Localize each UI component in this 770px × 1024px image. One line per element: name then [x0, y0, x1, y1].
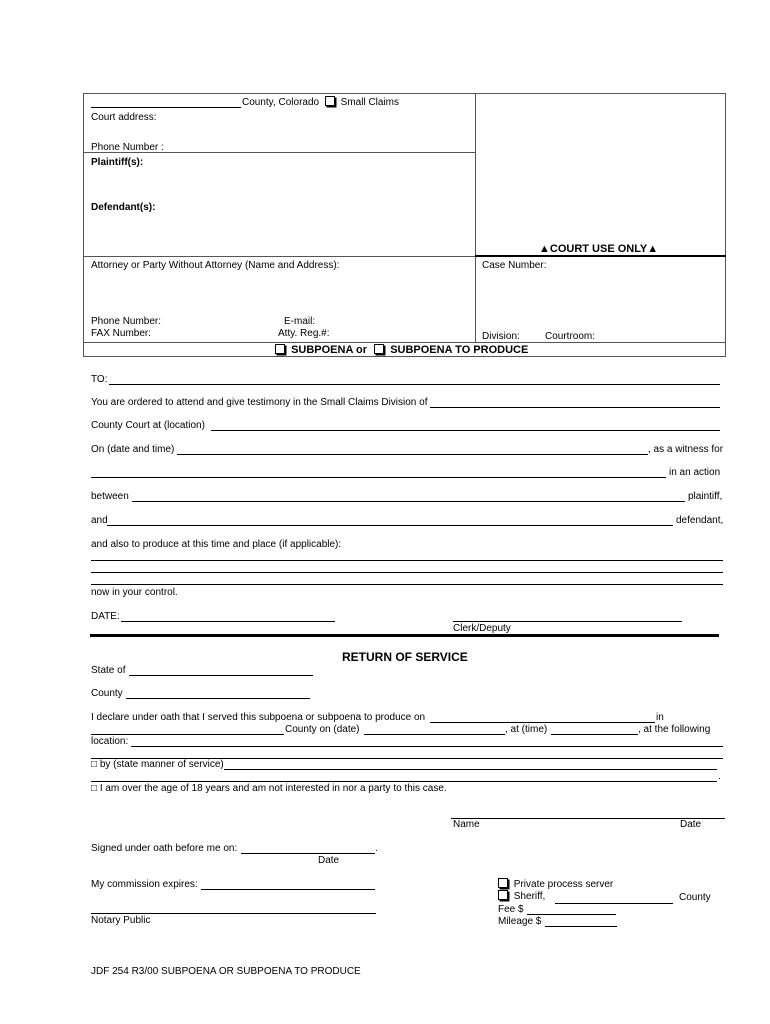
county-label: County, Colorado [242, 97, 320, 108]
now-control-text: now in your control. [91, 587, 178, 598]
private-server-label: Private process server [513, 879, 614, 890]
signed-period: . [375, 843, 378, 854]
clerk-label: Clerk/Deputy [453, 623, 511, 634]
as-witness-text: , as a witness for [648, 444, 724, 455]
sheriff-label: Sheriff, [513, 891, 546, 902]
subpoena-checkbox[interactable] [275, 344, 285, 354]
produce-field-1[interactable] [91, 560, 723, 561]
return-of-service-title: RETURN OF SERVICE [342, 650, 468, 664]
court-location-field[interactable] [211, 430, 720, 431]
atty-reg-label: Atty. Reg.#: [278, 328, 330, 339]
in-text: in [656, 712, 664, 723]
at-following-text: , at the following [638, 724, 711, 735]
small-claims-label: Small Claims [340, 97, 399, 108]
case-number-label: Case Number: [482, 260, 547, 271]
location-label: location: [91, 736, 129, 747]
state-field[interactable] [129, 675, 313, 676]
signed-under-oath-label: Signed under oath before me on: [91, 843, 238, 854]
signed-date-label: Date [318, 855, 340, 866]
county-name-field[interactable] [91, 107, 241, 108]
county-court-label: County Court at (location) [91, 420, 205, 431]
date-label: DATE: [91, 611, 120, 622]
served-time-field[interactable] [551, 734, 638, 735]
phone-number-label: Phone Number : [91, 142, 164, 153]
served-county-field[interactable] [91, 734, 284, 735]
attorney-phone-label: Phone Number: [91, 316, 162, 327]
in-action-text: in an action [669, 467, 721, 478]
notary-label: Notary Public [91, 915, 151, 926]
signed-date-field[interactable] [241, 853, 375, 854]
mileage-field[interactable] [545, 926, 617, 927]
served-on-field[interactable] [430, 722, 655, 723]
mileage-label: Mileage $ [498, 916, 542, 927]
form-id-footer: JDF 254 R3/00 SUBPOENA OR SUBPOENA TO PRODUCE [91, 966, 361, 977]
private-server-checkbox[interactable] [498, 878, 508, 888]
plaintiff-text: plaintiff, [688, 491, 723, 502]
court-use-only: ▲COURT USE ONLY▲ [539, 243, 659, 255]
state-of-label: State of [91, 665, 126, 676]
small-claims-checkbox[interactable] [325, 96, 335, 106]
court-use-thick-line [475, 255, 726, 257]
between-label: between [91, 491, 129, 502]
server-date-label: Date [680, 819, 702, 830]
county-field[interactable] [126, 698, 310, 699]
to-field[interactable] [109, 384, 720, 385]
subpoena-date-field[interactable] [121, 621, 335, 622]
caption-divider-vertical [475, 93, 476, 342]
notary-signature-field[interactable] [91, 913, 376, 914]
plaintiffs-label: Plaintiff(s): [91, 157, 144, 168]
email-label: E-mail: [284, 316, 316, 327]
fee-field[interactable] [527, 914, 616, 915]
caption-box [83, 93, 726, 357]
defendant-text: defendant, [676, 515, 724, 526]
by-manner-label: □ by (state manner of service) [91, 759, 224, 770]
sheriff-county-field[interactable] [555, 903, 673, 904]
fee-label: Fee $ [498, 904, 524, 915]
also-produce-text: and also to produce at this time and place (if applicable): [91, 539, 342, 550]
court-address-label: Court address: [91, 112, 157, 123]
commission-label: My commission expires: [91, 879, 198, 890]
date-time-field[interactable] [177, 454, 648, 455]
sheriff-county-label: County [679, 892, 711, 903]
subpoena-type-line [275, 344, 528, 356]
on-date-label: On (date and time) [91, 444, 175, 455]
and-label: and [91, 515, 108, 526]
county-colorado-line [242, 97, 399, 108]
at-time-text: , at (time) [505, 724, 548, 735]
to-label: TO: [91, 374, 108, 385]
subpoena-produce-label: SUBPOENA TO PRODUCE [390, 344, 529, 356]
declare-text: I declare under oath that I served this subpoena or subpoena to produce on [91, 712, 426, 723]
served-date-field[interactable] [364, 734, 505, 735]
private-server-option [498, 879, 613, 890]
sheriff-option [498, 891, 545, 902]
witness-for-field[interactable] [91, 477, 666, 478]
county-label: County [91, 688, 123, 699]
over-age-text: □ I am over the age of 18 years and am not interested in nor a party to this case. [91, 783, 447, 794]
subpoena-label: SUBPOENA or [291, 344, 368, 356]
county-on-date-text: County on (date) [285, 724, 360, 735]
manner-field-2[interactable] [91, 781, 717, 782]
section-divider [90, 634, 719, 637]
defendant-field[interactable] [107, 525, 673, 526]
served-location-field[interactable] [131, 746, 723, 747]
subpoena-produce-checkbox[interactable] [374, 344, 384, 354]
commission-field[interactable] [201, 889, 375, 890]
ordered-text: You are ordered to attend and give testimony in the Small Claims Division of [91, 397, 428, 408]
caption-divider-subpoena [83, 342, 726, 343]
fax-label: FAX Number: [91, 328, 152, 339]
manner-period: . [718, 771, 721, 782]
clerk-signature-field[interactable] [453, 621, 682, 622]
server-name-label: Name [453, 819, 480, 830]
attorney-label: Attorney or Party Without Attorney (Name and Address): [91, 260, 340, 271]
produce-field-2[interactable] [91, 572, 723, 573]
small-claims-division-field[interactable] [430, 407, 720, 408]
plaintiff-field[interactable] [132, 501, 685, 502]
division-label: Division: [482, 331, 520, 342]
courtroom-label: Courtroom: [545, 331, 596, 342]
defendants-label: Defendant(s): [91, 202, 156, 213]
manner-field[interactable] [224, 769, 717, 770]
produce-field-3[interactable] [91, 584, 723, 585]
sheriff-checkbox[interactable] [498, 890, 508, 900]
